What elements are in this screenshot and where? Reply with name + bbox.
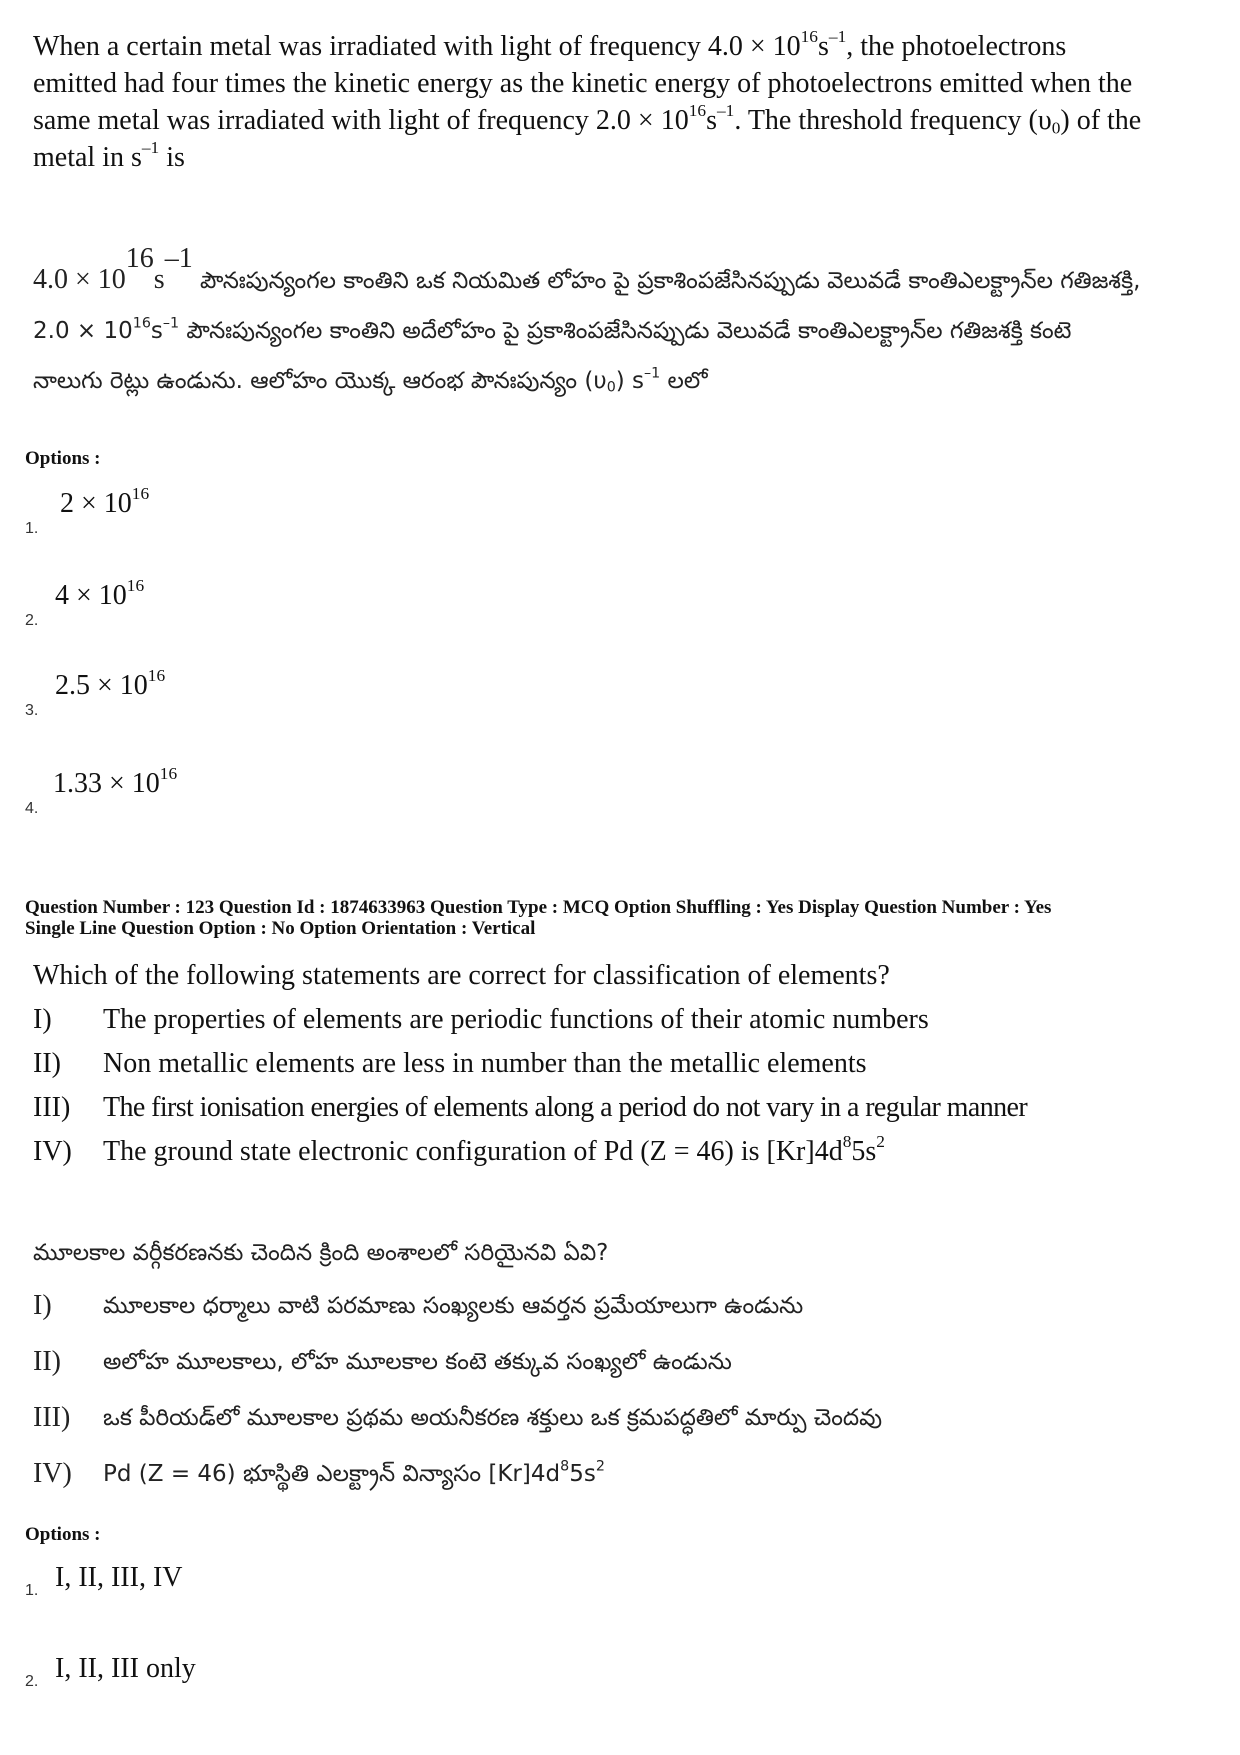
option-value [60,483,150,520]
statement-text: ఒక పీరియడ్‌లో మూలకాల ప్రథమ అయనీకరణ శక్తులు ఒక క్రమపద్ధతిలో మార్పు చెందవు [103,1405,883,1431]
statement-number: III) [33,1402,71,1433]
q2-options-label: Options : [25,1524,101,1545]
q1-telugu-part: s [150,318,163,344]
q1-english-part: , the photoelectrons emitted had four times the kinetic energy as the kinetic energy of photoelectrons emitted when the same metal was irradiated with light of frequency 2.0 × 10 [33,31,1133,136]
q2-telugu-statement [33,1334,1183,1390]
statement-text: Non metallic elements are less in number than the metallic elements [103,1048,867,1079]
subscript: 0 [1051,118,1061,138]
statement-text: మూలకాల ధర్మాలు వాటి పరమాణు సంఖ్యలకు ఆవర్తన ప్రమేయాలుగా ఉండును [103,1293,804,1319]
option-base: 2 × 10 [60,488,132,519]
q2-meta [25,897,1225,939]
q1-telugu-part: 4.0 × 10 [33,264,126,295]
statement-number: I) [33,1004,52,1035]
option-value: I, II, III, IV [55,1562,183,1593]
superscript: 16 [147,665,166,685]
q1-english-part: is [159,142,185,173]
q1-telugu-part: పౌనఃపున్యంగల కాంతిని ఒక నియమిత లోహం పై ప్రకాశింపజేసినప్పుడు వెలువడే కాంతిఎలక్ట్రాన్‌ల గతిజశక్తి, 2.0 × 10 [33,268,1141,344]
statement-number: IV) [33,1458,72,1489]
superscript: 16 [159,763,178,783]
superscript: 16 [132,315,151,332]
superscript: 2 [595,1458,605,1475]
option-value [55,665,166,702]
option-value [55,575,145,612]
statement-part: The ground state electronic configuration of Pd (Z = 46) is [Kr]4d [103,1136,843,1167]
superscript: 16 [800,26,818,46]
statement-part: 5s [851,1136,877,1167]
q2-telugu [33,1228,1183,1502]
superscript: –1 [164,243,193,274]
superscript: –1 [644,365,661,382]
statement-text [103,1446,605,1502]
q1-telugu-text [33,240,1143,406]
statement-part: 5s [569,1461,596,1487]
statement-text: The properties of elements are periodic functions of their atomic numbers [103,1004,929,1035]
option-number: 2. [25,1673,39,1690]
statement-number: I) [33,1290,52,1321]
q2-english-statement [33,1086,1183,1130]
statement-text: అలోహ మూలకాలు, లోహ మూలకాల కంటె తక్కువ సంఖ్యలో ఉండును [103,1349,732,1375]
statement-number: III) [33,1092,71,1123]
statement-text: The first ionisation energies of elements along a period do not vary in a regular manner [103,1092,1028,1123]
option-number: 4. [25,800,39,817]
q2-telugu-question: మూలకాల వర్గీకరణనకు చెందిన క్రింది అంశాలలో సరియైనవి ఏవి? [33,1240,609,1266]
q1-telugu-part: లలో [660,368,708,394]
option-base: 4 × 10 [55,580,127,611]
q2-english-statement [33,1130,1183,1174]
superscript: 2 [876,1131,885,1151]
q1-english-part: s [706,105,717,136]
superscript: –1 [828,26,847,46]
q2-english-statement [33,1042,1183,1086]
option-base: 1.33 × 10 [53,768,160,799]
statement-text [103,1130,885,1174]
option-number: 1. [25,1582,39,1599]
superscript: 16 [126,575,145,595]
superscript: –1 [716,100,735,120]
option-value [53,763,178,800]
superscript: 16 [688,100,707,120]
q2-english [33,954,1183,1174]
superscript: –1 [141,137,160,157]
superscript: 16 [131,483,150,503]
q1-english-part: When a certain metal was irradiated with light of frequency 4.0 × 10 [33,31,801,62]
q1-telugu-part: పౌనఃపున్యంగల కాంతిని అదేలోహం పై ప్రకాశింపజేసినప్పుడు వెలువడే కాంతిఎలక్ట్రాన్‌ల గతిజశక్తి కంటె నాలుగు రెట్లు ఉండును. ఆలోహం యొక్క ఆరంభ పౌనఃపున్యం (υ [33,318,1072,394]
subscript: 0 [606,379,616,396]
q1-english-text [33,28,1153,176]
q2-telugu-statement [33,1278,1183,1334]
q2-english-statement [33,998,1183,1042]
superscript: –1 [162,315,180,332]
q1-options-label: Options : [25,448,101,469]
statement-part: Pd (Z = 46) భూస్థితి ఎలక్ట్రాన్ విన్యాసం [Kr]4d [103,1461,561,1487]
statement-number: II) [33,1048,61,1079]
option-number: 2. [25,612,39,629]
q2-english-question: Which of the following statements are correct for classification of elements? [33,960,890,991]
q1-english-part: s [817,31,829,62]
superscript: 8 [560,1458,570,1475]
statement-number: IV) [33,1136,72,1167]
superscript: 16 [125,243,154,274]
option-number: 3. [25,702,39,719]
q1-english-part: ) of the metal in s [33,105,1142,173]
statement-number: II) [33,1346,61,1377]
q1-english-part: . The threshold frequency (υ [734,105,1052,136]
option-number: 1. [25,520,39,537]
option-base: 2.5 × 10 [55,670,148,701]
q1-telugu-part: ) s [615,368,645,394]
q2-meta-line2: Single Line Question Option : No Option Orientation : Vertical [25,918,536,939]
option-value: I, II, III only [55,1653,196,1684]
q2-telugu-statement [33,1390,1183,1446]
q1-telugu-part: s [153,264,165,295]
superscript: 8 [842,1131,852,1151]
q2-telugu-statement [33,1446,1183,1502]
q2-meta-line1: Question Number : 123 Question Id : 1874633963 Question Type : MCQ Option Shuffling : Yes Display Question Number : Yes [25,897,1052,918]
